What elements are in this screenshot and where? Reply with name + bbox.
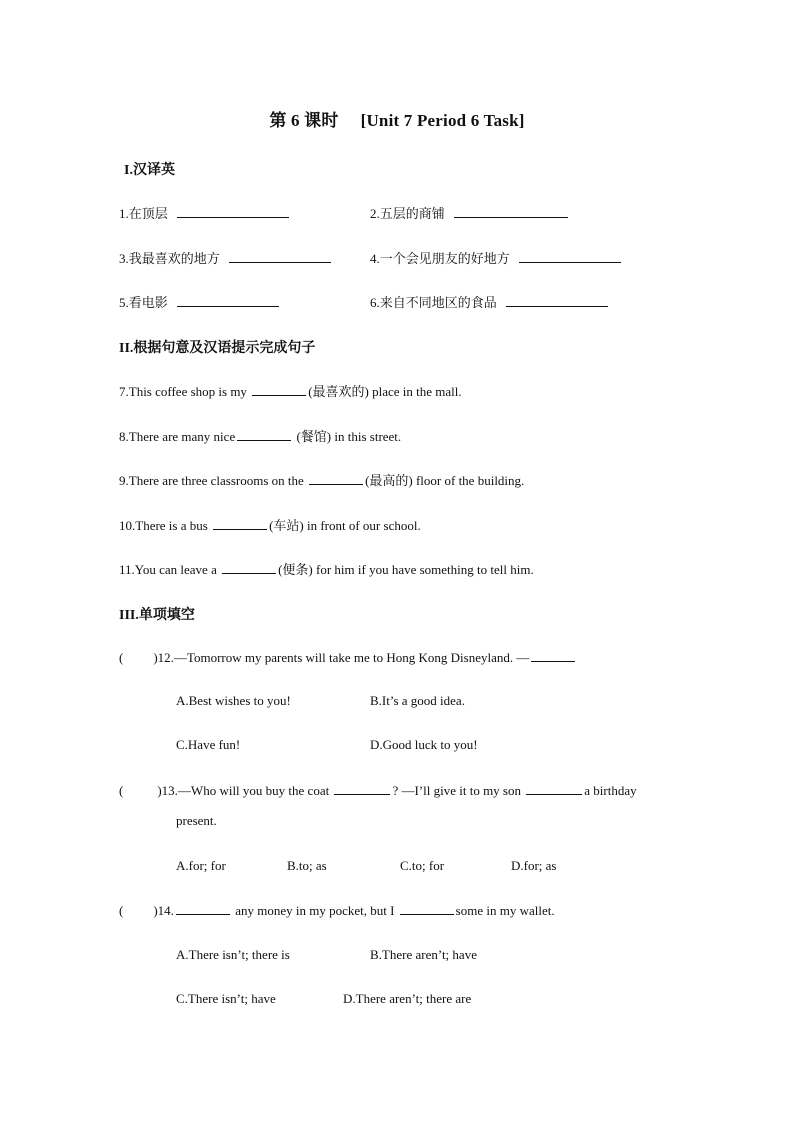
section-3-heading: III.单项填空 [119,608,195,623]
answer-blank[interactable] [229,250,331,263]
answer-blank[interactable] [519,250,621,263]
item-5: 5.看电影 [119,292,281,311]
option-c[interactable]: C.There isn’t; have [176,991,276,1006]
answer-blank[interactable] [222,561,276,574]
option-a[interactable]: A.Best wishes to you! [176,693,291,708]
question-13-continued: present. [176,813,217,828]
page-title [0,106,794,131]
answer-blank[interactable] [252,383,306,396]
question-8: 8.There are many nice (餐馆) in this street. [119,429,402,444]
unit-period: [Unit 7 Period 6 Task] [360,111,525,130]
option-d[interactable]: D.There aren’t; there are [343,991,472,1006]
answer-blank[interactable] [237,428,291,441]
answer-blank[interactable] [177,205,289,218]
item-6: 6.来自不同地区的食品 [370,292,610,311]
answer-blank[interactable] [506,294,608,307]
question-9: 9.There are three classrooms on the (最高的) floor of the building. [119,473,525,488]
answer-blank[interactable] [213,517,267,530]
option-b[interactable]: B.There aren’t; have [370,947,477,962]
answer-blank[interactable] [526,782,582,795]
question-13: ( )13.—Who will you buy the coat ? —I’ll give it to my son a birthday [119,783,637,798]
answer-blank[interactable] [176,902,230,915]
question-11: 11.You can leave a (便条) for him if you have something to tell him. [119,562,534,577]
lesson-number: 第 6 课时 [269,111,339,130]
question-12: ( )12.—Tomorrow my parents will take me to Hong Kong Disneyland. — [119,649,577,666]
item-3: 3.我最喜欢的地方 [119,248,333,267]
question-7: 7.This coffee shop is my (最喜欢的) place in the mall. [119,384,462,399]
option-c[interactable]: C.Have fun! [176,737,241,752]
answer-blank[interactable] [177,294,279,307]
question-14: ( )14. any money in my pocket, but I some in my wallet. [119,903,555,918]
answer-blank[interactable] [400,902,454,915]
item-1: 1.在顶层 [119,203,291,222]
option-c[interactable]: C.to; for [400,858,445,873]
answer-blank[interactable] [334,782,390,795]
option-b[interactable]: B.It’s a good idea. [370,693,465,708]
option-b[interactable]: B.to; as [287,858,327,873]
question-10: 10.There is a bus (车站) in front of our school. [119,518,421,533]
section-1-heading: I.汉译英 [124,163,175,178]
option-a[interactable]: A.for; for [176,858,226,873]
option-a[interactable]: A.There isn’t; there is [176,947,290,962]
option-d[interactable]: D.for; as [511,858,557,873]
section-2-heading: II.根据句意及汉语提示完成句子 [119,341,316,356]
item-2: 2.五层的商铺 [370,203,570,222]
item-4: 4.一个会见朋友的好地方 [370,248,623,267]
answer-blank[interactable] [454,205,568,218]
option-d[interactable]: D.Good luck to you! [370,737,478,752]
answer-blank[interactable] [309,472,363,485]
answer-blank[interactable] [531,649,575,662]
